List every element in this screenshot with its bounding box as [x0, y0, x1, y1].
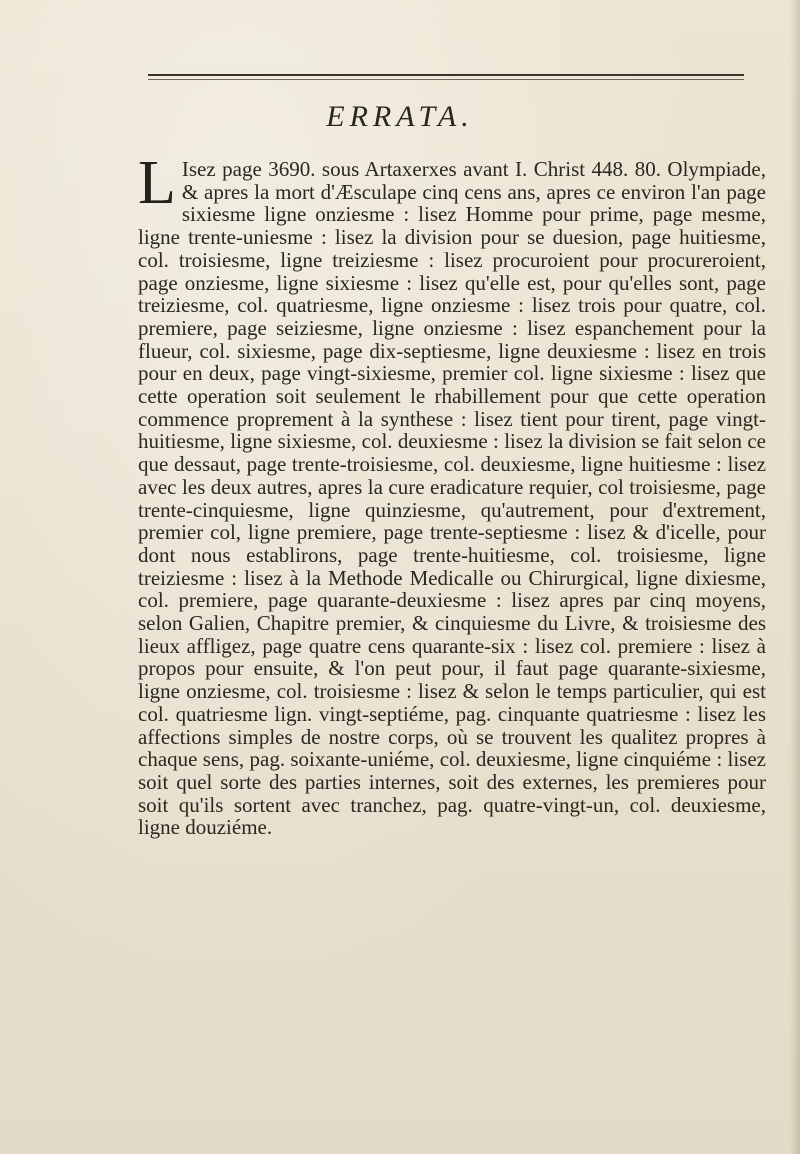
- header-rule: [148, 74, 744, 76]
- errata-text-block: [138, 149, 766, 840]
- page-title: ERRATA.: [326, 100, 474, 133]
- drop-cap: L: [138, 149, 176, 217]
- header-rule-thin: [148, 79, 744, 80]
- errata-body: Isez page 3690. sous Artaxerxes avant I. Christ 448. 80. Olympiade, & apres la mort d'Æsculape cinq cens ans, apres ce environ l'an page sixiesme ligne onziesme : lisez Homme pour prime, page mesme, ligne trente-uniesme : lisez la division pour se duesion, page huitiesme, col. troisiesme, ligne treiziesme : lisez procuroient pour procureroient, page onziesme, ligne sixiesme : lisez qu'elle est, pour qu'elles sont, page treiziesme, col. quatriesme, ligne onziesme : lisez trois pour quatre, col. premiere, page seiziesme, ligne onziesme : lisez espanchement pour la flueur, col. sixiesme, page dix-septiesme, ligne deuxiesme : lisez en trois pour en deux, page vingt-sixiesme, premier col. ligne sixiesme : lisez que cette operation soit seulement le rhabillement pour que cette operation commence proprement à la synthese : lisez tient pour tirent, page vingt-huitiesme, ligne sixiesme, col. deuxiesme : lisez la division se fait selon ce que dessaut, page trente-troisiesme, col. deuxiesme, ligne huitiesme : lisez avec les deux autres, apres la cure eradicature requier, col troisiesme, page trente-cinquiesme, ligne quinziesme, qu'autrement, pour d'extrement, premier col, ligne premiere, page trente-septiesme : lisez & d'icelle, pour dont nous establirons, page trente-huitiesme, col. troisiesme, ligne treiziesme : lisez à la Methode Medicalle ou Chirurgical, ligne dixiesme, col. premiere, page quarante-deuxiesme : lisez apres par cinq moyens, selon Galien, Chapitre premier, & cinquiesme du Livre, & troisiesme des lieux affligez, page quatre cens quarante-six : lisez col. premiere : lisez à propos pour ensuite, & l'on peut pour, il faut page quarante-sixiesme, ligne onziesme, col. troisiesme : lisez & selon le temps particulier, qui est col. quatriesme lign. vingt-septiéme, pag. cinquante quatriesme : lisez les affections simples de nostre corps, où se trouvent les qualitez propres à chaque sens, pag. soixante-uniéme, col. deuxiesme, ligne cinquiéme : lisez soit quel sorte des parties internes, soit des externes, les premieres pour soit qu'ils sortent avec tranchez, pag. quatre-vingt-un, col. deuxiesme, ligne douziéme.: [138, 157, 766, 840]
- page-edge-shadow: [790, 0, 800, 1154]
